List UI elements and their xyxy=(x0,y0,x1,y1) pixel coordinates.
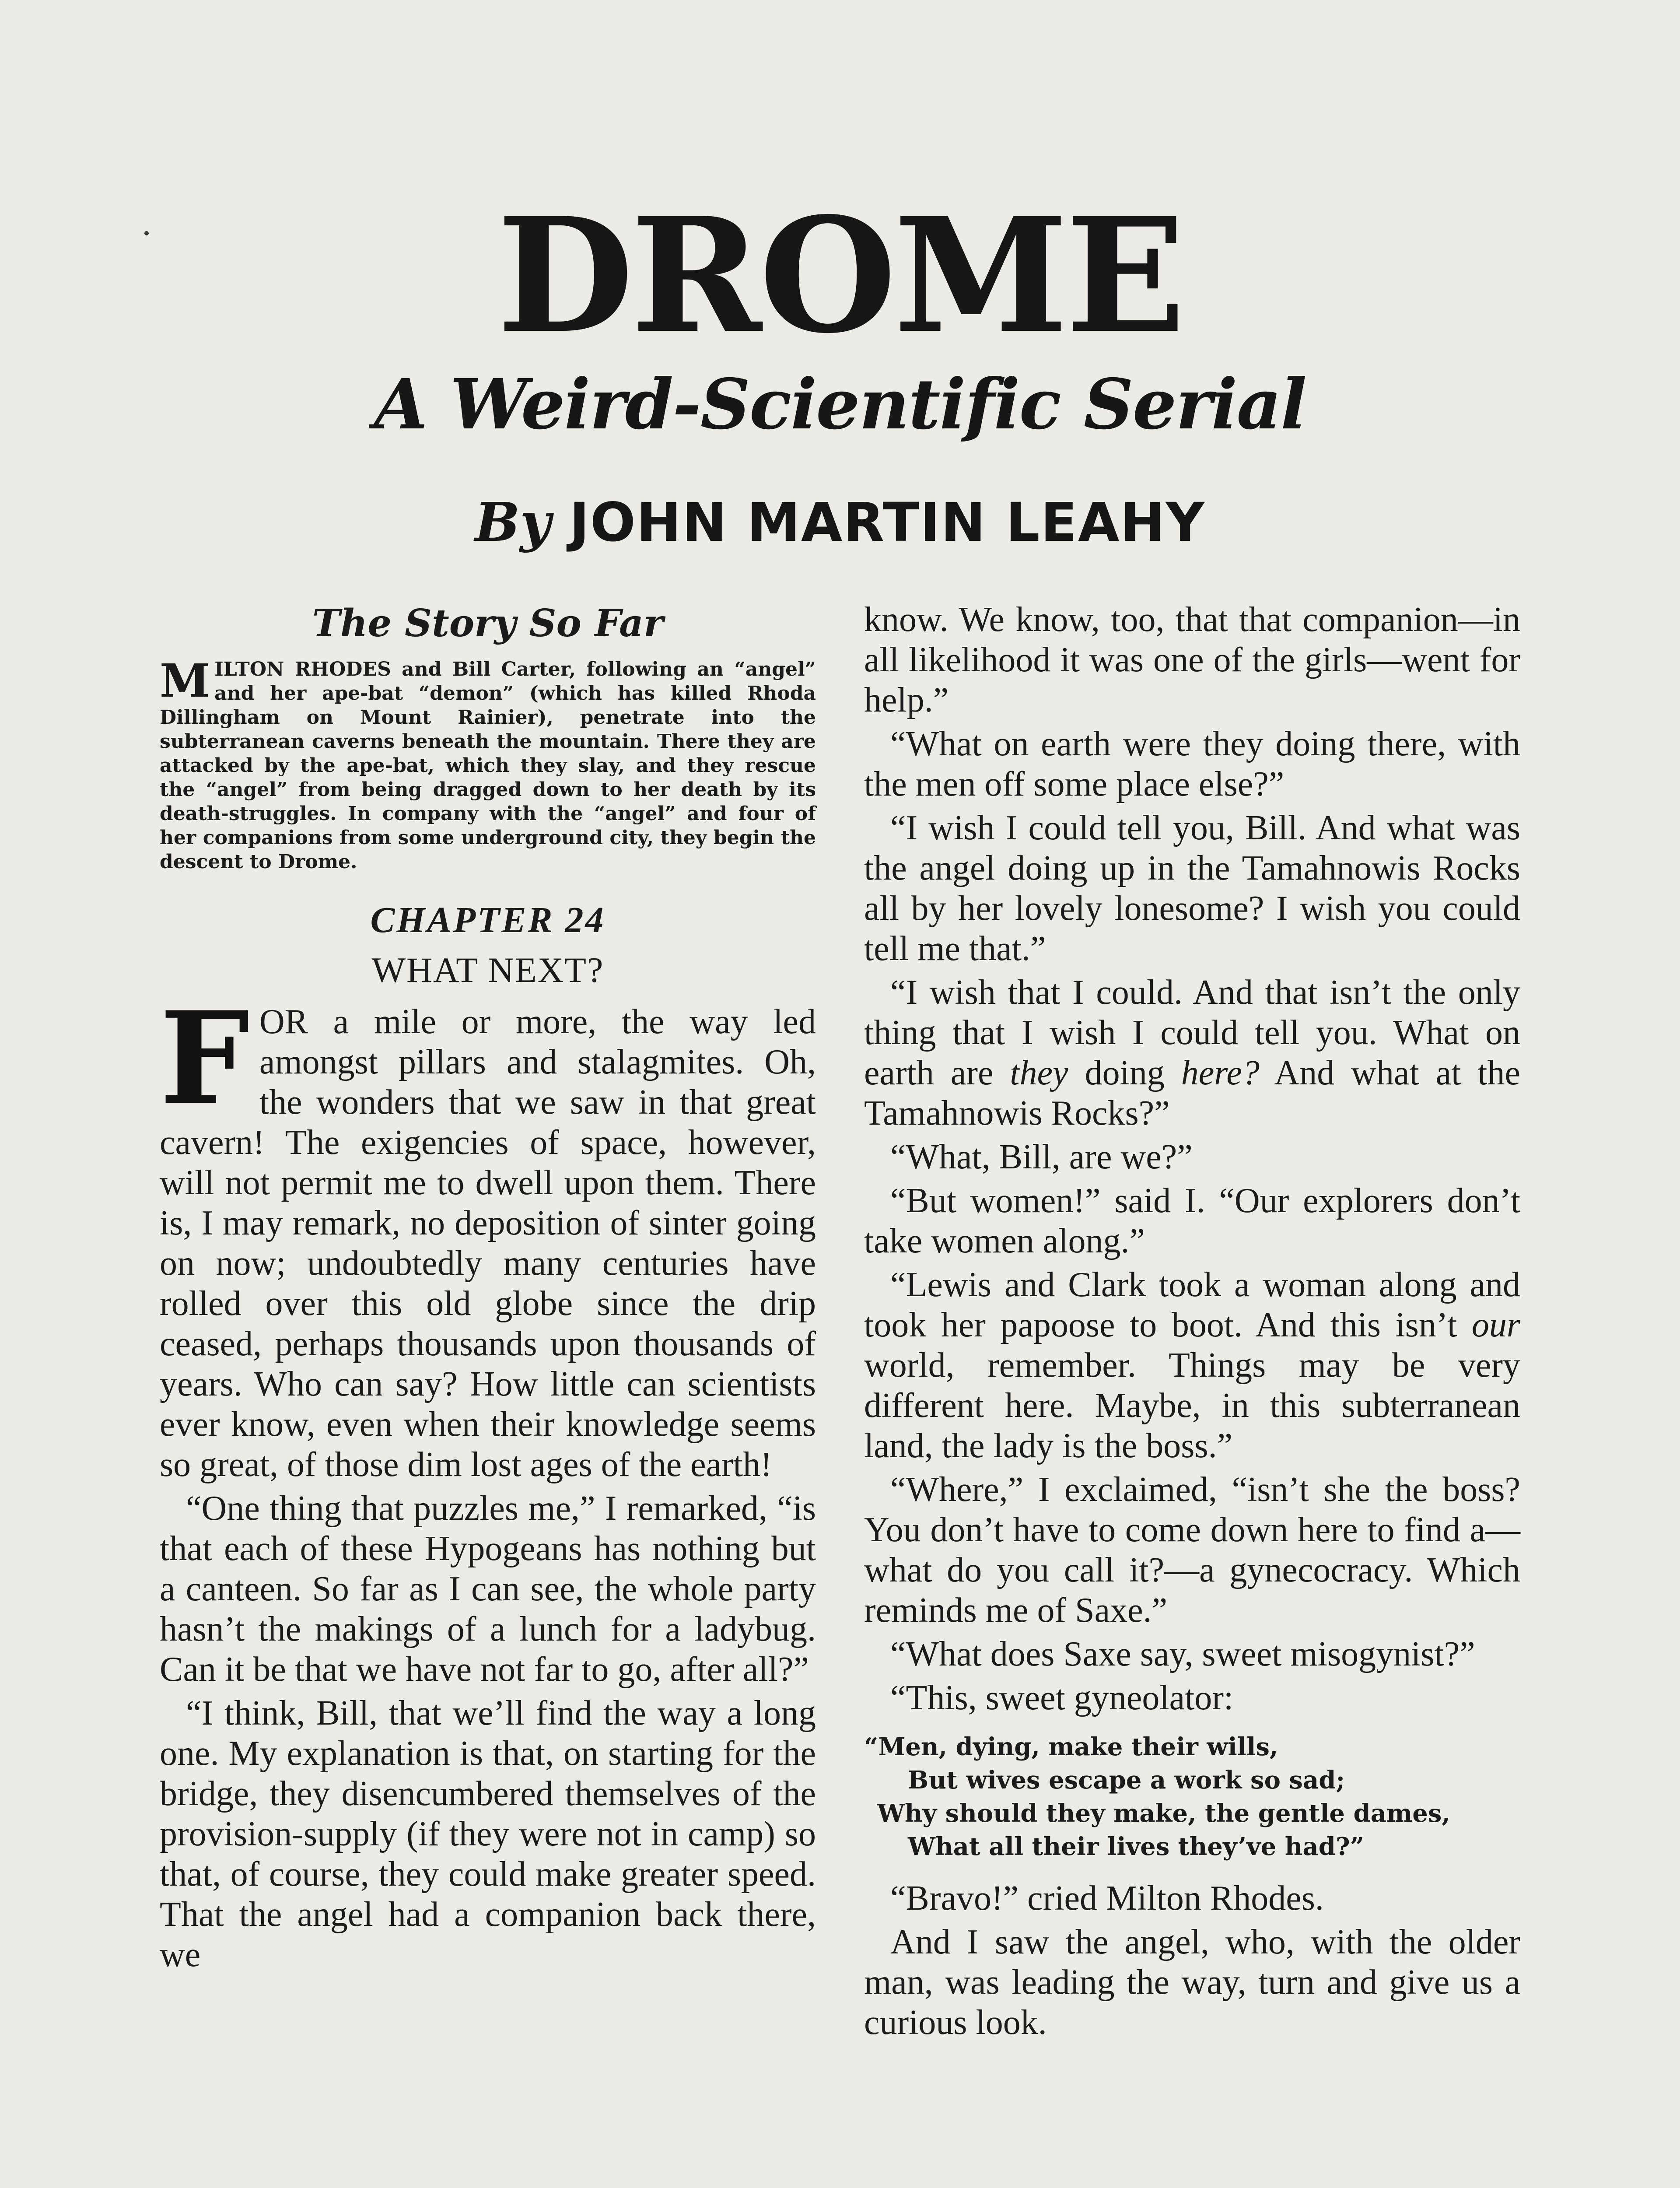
synopsis-drop-letter: M xyxy=(160,654,210,708)
paragraph: “Where,” I exclaimed, “isn’t she the boss? You don’t have to come down here to find a—what do you call it?—a gynecocracy. Which reminds me of Saxe.” xyxy=(864,1470,1520,1630)
emphasis: here? xyxy=(1181,1054,1260,1092)
poem-line: “Men, dying, make their wills, xyxy=(864,1732,1278,1761)
paragraph-text: And what at the Tamahnowis Rocks?” xyxy=(864,1054,1520,1133)
paragraph-text: “I wish that I could. And that isn’t the only thing that I wish I could tell you. What on earth are xyxy=(864,973,1520,1092)
story-subtitle: A Weird-Scientific Serial xyxy=(374,364,1306,445)
poem-line: But wives escape a work so sad; xyxy=(908,1766,1345,1795)
emphasis: our xyxy=(1471,1306,1520,1344)
left-column xyxy=(160,600,816,1975)
poem-line: Why should they make, the gentle dames, xyxy=(877,1799,1450,1828)
paragraph-text: “Lewis and Clark took a woman along and took her papoose to boot. And this isn’t xyxy=(864,1266,1520,1344)
byline-by: By xyxy=(475,491,551,554)
synopsis-heading: The Story So Far xyxy=(312,601,664,645)
paragraph: “What, Bill, are we?” xyxy=(890,1138,1193,1176)
right-column xyxy=(864,600,1520,2043)
paragraph: “Bravo!” cried Milton Rhodes. xyxy=(890,1879,1324,1918)
chapter-title: WHAT NEXT? xyxy=(371,950,604,990)
paragraph xyxy=(864,1265,1520,1466)
paragraph-text: OR a mile or more, the way led amongst pillars and stalagmites. Oh, the wonders that we saw in that great cavern! The exigencies of space, however, will not permit me to dwell upon them. There is, I may remark, no deposition of sinter going on now; undoubtedly many centuries have rolled over this old globe since the drip ceased, perhaps thousands upon thousands of years. Who can say? How little can scientists ever know, even when their knowledge seems so great, of those dim lost ages of the earth! xyxy=(160,1003,816,1484)
chapter-number: CHAPTER 24 xyxy=(370,900,606,940)
poem xyxy=(864,1730,1520,1863)
paragraph: “I wish I could tell you, Bill. And what was the angel doing up in the Tamahnowis Rocks all by her lovely lonesome? I wish you could tell me that.” xyxy=(864,809,1520,968)
drop-cap: F xyxy=(160,984,250,1133)
paragraph: “This, sweet gyneolator: xyxy=(890,1679,1234,1717)
paragraph: know. We know, too, that that companion—in all likelihood it was one of the girls—went for help.” xyxy=(864,600,1520,719)
story-title: DROME xyxy=(497,183,1183,368)
paragraph: “What does Saxe say, sweet misogynist?” xyxy=(890,1635,1475,1673)
synopsis-text xyxy=(160,654,816,874)
paragraph: And I saw the angel, who, with the older man, was leading the way, turn and give us a curious look. xyxy=(864,1923,1520,2042)
synopsis-body: and Bill Carter, following an “angel” and her ape-bat “demon” (which has killed Rhoda Dillingham on Mount Rainier), penetrate into the subterranean caverns beneath the mountain. There they are attacked by the ape-bat, which they slay, and they rescue the “angel” from being dragged down to her death by its death-struggles. In company with the “angel” and four of her companions from some underground city, they begin the descent to Drome. xyxy=(160,658,816,873)
paragraph xyxy=(864,972,1520,1133)
synopsis-lead: ILTON RHODES xyxy=(214,658,391,680)
paragraph xyxy=(160,984,816,1485)
paragraph-text: doing xyxy=(1068,1054,1181,1092)
byline xyxy=(0,489,1680,555)
paragraph-text: world, remember. Things may be very different here. Maybe, in this subterranean land, the lady is the boss.” xyxy=(864,1346,1520,1465)
paragraph: “But women!” said I. “Our explorers don’t take women along.” xyxy=(864,1182,1520,1260)
byline-author: JOHN MARTIN LEAHY xyxy=(569,491,1205,554)
paragraph: “I think, Bill, that we’ll find the way a long one. My explanation is that, on starting for the bridge, they disencumbered themselves of the provision-supply (if they were not in camp) so that, of course, they could make greater speed. That the angel had a companion back there, we xyxy=(160,1694,816,1974)
paragraph: “One thing that puzzles me,” I remarked, “is that each of these Hypogeans has nothing but a canteen. So far as I can see, the whole party hasn’t the makings of a lunch for a ladybug. Can it be that we have not far to go, after all?” xyxy=(160,1489,816,1689)
paragraph: “What on earth were they doing there, with the men off some place else?” xyxy=(864,725,1520,803)
poem-line: What all their lives they’ve had?” xyxy=(908,1832,1364,1861)
emphasis: they xyxy=(1010,1054,1068,1092)
